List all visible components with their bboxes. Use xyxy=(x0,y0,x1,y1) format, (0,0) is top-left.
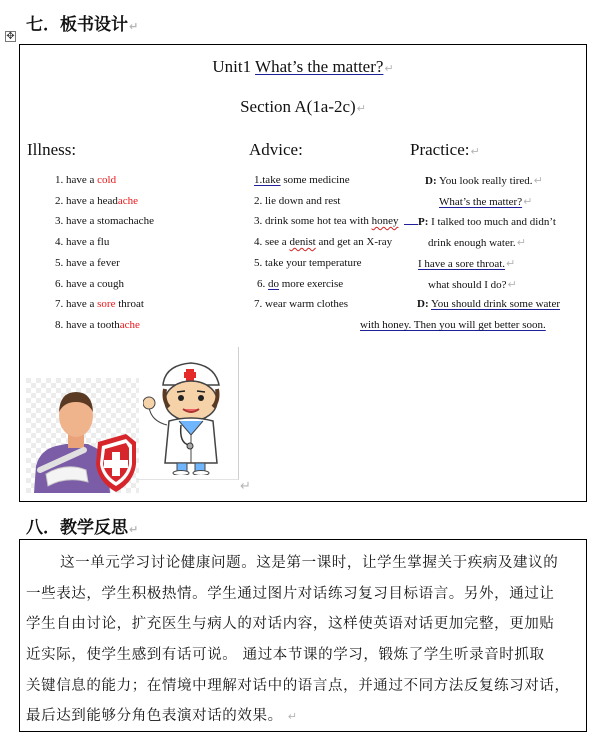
item-number: 8. xyxy=(55,319,64,331)
illness-item xyxy=(55,278,124,290)
illness-item xyxy=(55,195,138,207)
practice-header xyxy=(410,140,480,160)
item-text: have a fever xyxy=(66,257,120,269)
illness-item xyxy=(55,298,144,310)
practice-line xyxy=(418,257,515,270)
practice-line xyxy=(360,319,564,331)
dialogue-text: what should I do? xyxy=(428,279,507,291)
item-number: 1. xyxy=(55,174,64,186)
advice-text: 3. drink some hot tea with xyxy=(254,215,372,227)
section-8-title: 八．教学反思 xyxy=(26,518,128,538)
patient-image xyxy=(26,378,139,493)
practice-line xyxy=(425,174,543,187)
paragraph-mark-icon: ↵ xyxy=(506,257,516,270)
reflection-line: 这一单元学习讨论健康问题。这是第一课时，让学生掌握关于疾病及建议的 xyxy=(60,555,559,571)
reflection-last-line xyxy=(26,704,298,725)
paragraph-mark-icon: ↵ xyxy=(283,710,298,723)
practice-line xyxy=(428,236,526,249)
section-label xyxy=(20,97,586,117)
dialogue-text: You should drink some water xyxy=(430,298,560,310)
speaker-label: D: xyxy=(417,298,429,310)
advice-item xyxy=(254,215,399,227)
advice-item xyxy=(254,195,340,207)
doctor-cartoon-icon xyxy=(143,355,239,475)
item-highlight: ache xyxy=(117,195,139,207)
illness-header: Illness: xyxy=(27,140,77,159)
paragraph-mark-icon: ↵ xyxy=(533,174,543,187)
speaker-label: P: xyxy=(418,216,429,228)
illness-item xyxy=(55,236,109,248)
reflection-line: 一些表达，学生积极热情。学生通过图片对话练习复习目标语言。另外，通过让 xyxy=(26,586,555,602)
advice-text: 5. take your temperature xyxy=(254,257,362,269)
section-7-heading xyxy=(26,10,138,35)
dialogue-text: What’s the matter? xyxy=(439,196,523,208)
item-text-end: throat xyxy=(115,298,144,310)
reflection-line: 最后达到能够分角色表演对话的效果。 xyxy=(26,708,283,724)
paragraph-mark-icon: ↵ xyxy=(523,195,533,208)
dialogue-text: drink enough water. xyxy=(428,237,516,249)
paragraph-mark-icon: ↵ xyxy=(384,62,394,75)
teaching-reflection-box xyxy=(19,539,587,732)
advice-text-end: more exercise xyxy=(279,278,344,290)
advice-item xyxy=(254,298,348,310)
advice-item xyxy=(257,278,343,290)
board-design-box xyxy=(19,44,587,502)
section-8-heading xyxy=(26,513,138,538)
reflection-line: 学生自由讨论，扩充医生与病人的对话内容，这样使英语对话更加完整，更加贴 xyxy=(26,616,555,632)
advice-item xyxy=(254,257,362,269)
reflection-line: 关键信息的能力；在情境中理解对话中的语言点，并通过不同方法反复练习对话， xyxy=(26,678,570,694)
dialogue-text: with honey. Then you will get better soon. xyxy=(360,319,546,331)
advice-flagged-word: honey xyxy=(371,215,399,227)
advice-flagged-word: denist xyxy=(289,236,316,248)
unit-title xyxy=(20,57,586,77)
item-number: 7. xyxy=(55,298,64,310)
item-highlight: sore xyxy=(97,298,116,310)
advice-item xyxy=(254,236,392,248)
item-text: have a stomachache xyxy=(66,215,154,227)
item-highlight: ache xyxy=(119,319,140,331)
paragraph-mark-icon: ↵ xyxy=(516,236,526,249)
advice-underlined: 1.take xyxy=(254,174,281,186)
practice-line xyxy=(404,215,556,228)
table-move-handle-icon[interactable]: ✥ xyxy=(6,31,15,42)
blank-underline xyxy=(404,215,418,225)
item-number: 5. xyxy=(55,257,64,269)
advice-header: Advice: xyxy=(249,140,303,159)
paragraph-mark-icon: ↵ xyxy=(240,479,251,494)
item-text: have a xyxy=(66,174,98,186)
item-text: have a flu xyxy=(66,236,110,248)
advice-text-end: and get an X-ray xyxy=(315,236,393,248)
paragraph-mark-icon: ↵ xyxy=(129,523,139,536)
paragraph-mark-icon: ↵ xyxy=(470,145,480,158)
image-paragraph-mark xyxy=(239,475,251,494)
advice-text: 4. see a xyxy=(254,236,290,248)
practice-line xyxy=(439,195,532,208)
illness-item xyxy=(55,257,120,269)
advice-text: 6. xyxy=(257,278,268,290)
speaker-label: D: xyxy=(425,175,437,187)
advice-text: 7. wear warm clothes xyxy=(254,298,349,310)
paragraph-mark-icon: ↵ xyxy=(356,102,366,115)
advice-text: some medicine xyxy=(280,174,350,186)
practice-line xyxy=(428,278,517,291)
advice-text: 2. lie down and rest xyxy=(254,195,341,207)
dialogue-text: You look really tired. xyxy=(436,175,533,187)
paragraph-mark-icon: ↵ xyxy=(129,20,139,33)
unit-title-prefix: Unit1 xyxy=(212,57,256,76)
advice-underlined: do xyxy=(268,278,279,290)
item-number: 4. xyxy=(55,236,64,248)
reflection-line: 近实际，使学生感到有话可说。 通过本节课的学习，锻炼了学生听录音时抓取 xyxy=(26,647,545,663)
illness-item xyxy=(55,174,116,186)
item-text: have a head xyxy=(66,195,118,207)
injured-patient-icon xyxy=(26,378,139,493)
section-7-title: 七．板书设计 xyxy=(26,15,128,35)
item-text: have a cough xyxy=(66,278,125,290)
item-number: 2. xyxy=(55,195,64,207)
practice-header-text: Practice: xyxy=(410,140,470,159)
doctor-image xyxy=(143,355,239,475)
practice-line xyxy=(417,298,560,310)
advice-item xyxy=(254,174,350,186)
item-highlight: cold xyxy=(97,174,117,186)
item-text: have a tooth xyxy=(66,319,120,331)
section-text: Section A(1a-2c) xyxy=(240,97,356,116)
dialogue-text: I talked too much and didn’t xyxy=(428,216,556,228)
item-number: 6. xyxy=(55,278,64,290)
dialogue-text: I have a sore throat. xyxy=(418,258,506,270)
unit-title-underlined: What’s the matter? xyxy=(255,57,384,76)
illness-item xyxy=(55,215,154,227)
illness-item xyxy=(55,319,140,331)
item-number: 3. xyxy=(55,215,64,227)
paragraph-mark-icon: ↵ xyxy=(507,278,517,291)
item-text: have a xyxy=(66,298,98,310)
